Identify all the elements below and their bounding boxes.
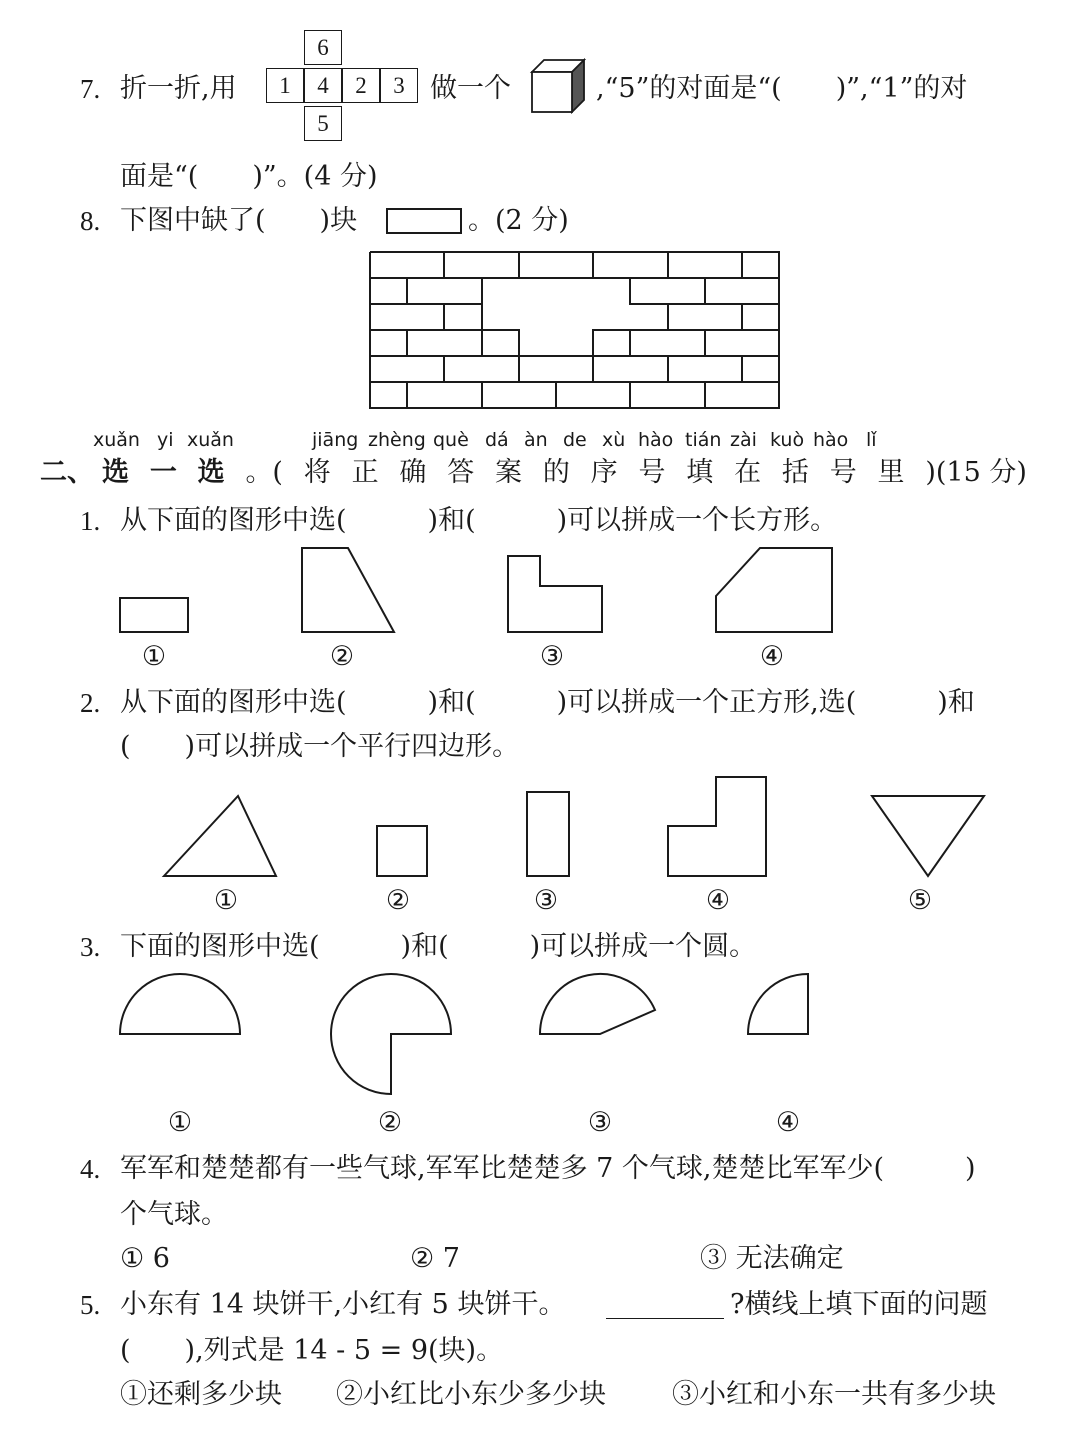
pinyin: zài: [730, 429, 757, 451]
s2q2-text-a: 从下面的图形中选( )和( )可以拼成一个正方形,选( )和: [120, 687, 975, 718]
heading-char: 将: [303, 457, 331, 488]
q5-option-3: ③小红和小东一共有多少块: [672, 1379, 996, 1410]
heading-char: 填: [686, 457, 714, 488]
pinyin: xuǎn: [93, 429, 140, 451]
q3-shape-2: [331, 974, 451, 1094]
net-cell-right2: 3: [380, 68, 418, 103]
q7-text-d: 面是“( )”。(4 分): [120, 161, 378, 192]
pinyin: dá: [485, 429, 509, 451]
q1-label-1: ①: [141, 641, 167, 672]
q1-label-3: ③: [539, 641, 565, 672]
pinyin: xù: [602, 429, 626, 451]
q1-label-4: ④: [759, 641, 785, 672]
q3-label-4: ④: [775, 1107, 801, 1138]
q8-number: 8.: [80, 206, 101, 236]
heading-char: 括: [781, 457, 809, 488]
pinyin: zhèng: [368, 429, 426, 451]
q4-option-3: ③ 无法确定: [700, 1243, 844, 1274]
q5-option-1: ①还剩多少块: [120, 1379, 282, 1410]
s2q1-text: 从下面的图形中选( )和( )可以拼成一个长方形。: [120, 505, 838, 536]
pinyin: què: [433, 429, 469, 451]
q4-option-1: ① 6: [120, 1243, 170, 1274]
heading-char: 的: [542, 457, 570, 488]
s2q3-number: 3.: [80, 932, 101, 962]
heading-char: 正: [351, 457, 379, 488]
pinyin: àn: [524, 429, 548, 451]
net-cell-bottom: 5: [304, 106, 342, 141]
pinyin: lǐ: [866, 429, 877, 451]
q2-label-4: ④: [705, 885, 731, 916]
q4-option-2: ② 7: [410, 1243, 460, 1274]
q8-text-b: 。(2 分): [468, 205, 569, 236]
s2q5-text-c: ( ),列式是 14 - 5 = 9(块)。: [120, 1335, 504, 1366]
s2q5-text-a: 小东有 14 块饼干,小红有 5 块饼干。: [120, 1289, 566, 1320]
q3-label-3: ③: [587, 1107, 613, 1138]
pinyin: tián: [685, 429, 722, 451]
q2-label-2: ②: [385, 885, 411, 916]
q3-label-1: ①: [167, 1107, 193, 1138]
heading-char: 答: [447, 457, 475, 488]
q7-number: 7.: [80, 74, 101, 104]
heading-char: )(15 分): [925, 457, 1027, 488]
s2q2-number: 2.: [80, 688, 101, 718]
q5-option-2: ②小红比小东少多少块: [336, 1379, 606, 1410]
s2q5-text-b: ?横线上填下面的问题: [730, 1289, 988, 1320]
pinyin: kuò: [770, 429, 805, 451]
heading-char: 号: [829, 457, 857, 488]
section2-heading-prefix: 二、: [40, 457, 94, 488]
heading-char: 选: [197, 457, 225, 488]
s2q2-text-b: ( )可以拼成一个平行四边形。: [120, 731, 520, 762]
q2-label-3: ③: [533, 885, 559, 916]
pinyin: yi: [157, 429, 174, 451]
heading-char: 一: [149, 457, 177, 488]
answer-blank-line: [606, 1318, 724, 1319]
q3-shape-4: [748, 974, 808, 1034]
net-cell-right1: 2: [342, 68, 380, 103]
q8-text-a: 下图中缺了( )块: [120, 205, 358, 236]
s2q1-number: 1.: [80, 506, 101, 536]
pinyin: jiāng: [312, 429, 359, 451]
q7-text-c: ,“5”的对面是“( )”,“1”的对: [596, 73, 968, 104]
s2q5-number: 5.: [80, 1290, 101, 1320]
pinyin: de: [563, 429, 587, 451]
heading-char: 选: [102, 457, 129, 488]
q3-shape-3: [540, 974, 655, 1034]
q7-text-b: 做一个: [430, 73, 511, 104]
heading-char: 。(: [245, 457, 283, 488]
net-cell-left: 1: [266, 68, 304, 103]
net-cell-top: 6: [304, 30, 342, 65]
s2q3-text: 下面的图形中选( )和( )可以拼成一个圆。: [120, 931, 757, 962]
q2-label-5: ⑤: [907, 885, 933, 916]
q1-label-2: ②: [329, 641, 355, 672]
s2q4-text-a: 军军和楚楚都有一些气球,军军比楚楚多 7 个气球,楚楚比军军少( ): [120, 1153, 976, 1184]
pinyin: hào: [813, 429, 849, 451]
q3-label-2: ②: [377, 1107, 403, 1138]
pinyin: xuǎn: [187, 429, 234, 451]
pinyin: hào: [638, 429, 674, 451]
heading-char: 在: [734, 457, 762, 488]
heading-char: 确: [399, 457, 427, 488]
heading-char: 里: [877, 457, 905, 488]
q7-text-a: 折一折,用: [120, 73, 237, 104]
heading-char: 案: [495, 457, 523, 488]
q3-shape-1: [120, 974, 240, 1034]
q2-label-1: ①: [213, 885, 239, 916]
s2q4-text-b: 个气球。: [120, 1199, 228, 1230]
net-cell-center: 4: [304, 68, 342, 103]
heading-char: 号: [638, 457, 666, 488]
s2q4-number: 4.: [80, 1154, 101, 1184]
heading-char: 序: [590, 457, 618, 488]
